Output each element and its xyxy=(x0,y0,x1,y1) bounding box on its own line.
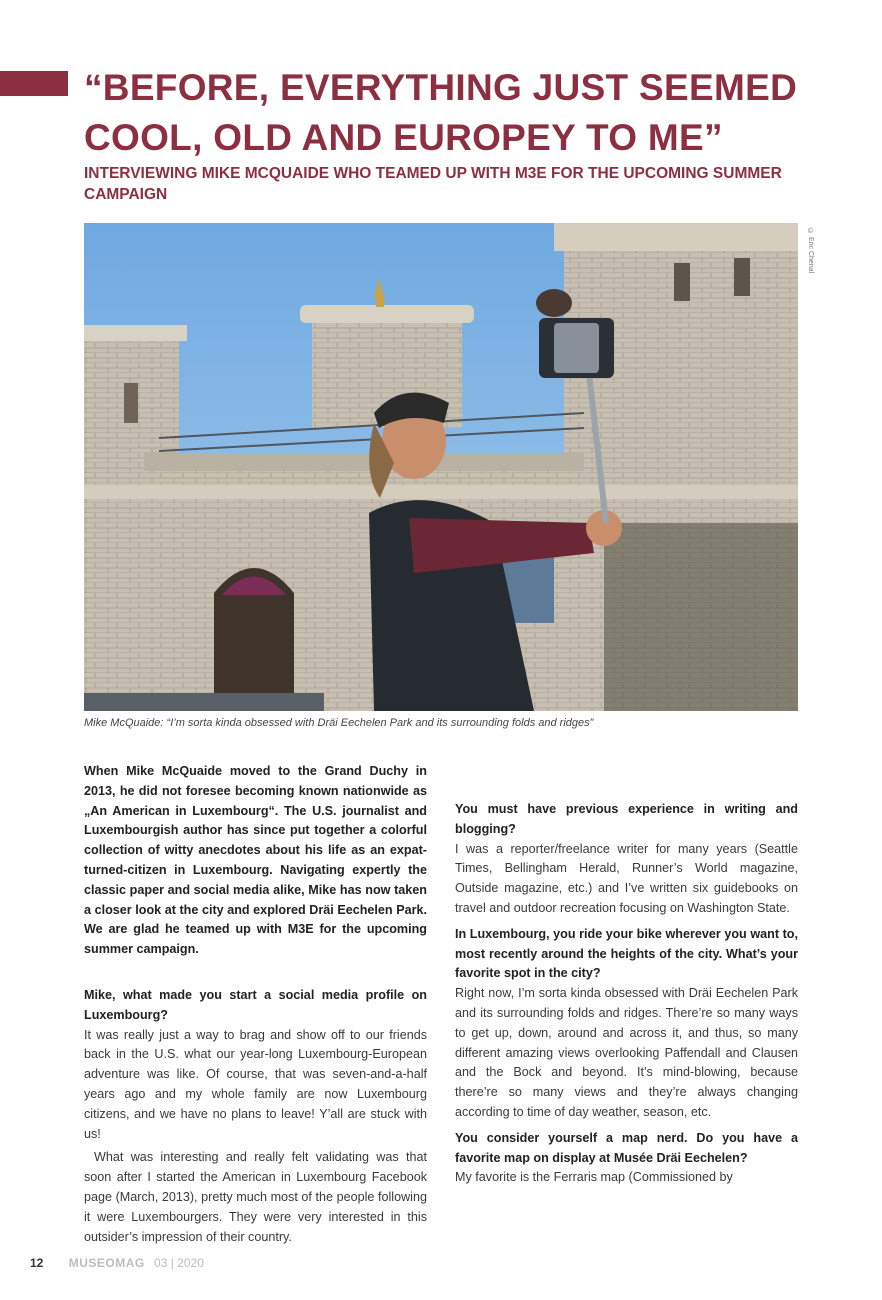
article-headline: “BEFORE, EVERYTHING JUST SEEMED COOL, OLD AND EUROPEY TO ME” xyxy=(84,67,798,158)
issue-number: 03 | 2020 xyxy=(154,1256,204,1270)
question-4: You consider yourself a map nerd. Do you have a favorite map on display at Musée Dräi Eechelen? xyxy=(455,1130,798,1165)
question-1: Mike, what made you start a social media profile on Luxembourg? xyxy=(84,987,427,1022)
answer-3: Right now, I’m sorta kinda obsessed with Dräi Eechelen Park and its surrounding folds and ridges. There’re so many ways to get up, down, around and across it, and thus, so many different amazing views overlooking Paffendall and Clausen and the Bock and beyond. It’s mind-blowing, because there’re so many views and they’re always changing according to time of day weather, season, etc. xyxy=(455,986,798,1119)
photo-credit: © Eric Chenal xyxy=(807,228,814,274)
magazine-name: MUSEOMAG xyxy=(68,1256,145,1270)
question-3: In Luxembourg, you ride your bike wherever you want to, most recently around the heights of the city. What’s your favorite spot in the city? xyxy=(455,926,798,981)
answer-1: It was really just a way to brag and show off to our friends back in the U.S. what our year-long Luxembourg-European adventure was like. Of course, that was seven-and-a-half years ago and my whole family are now Luxembourg citizens, and we have no plans to leave! Y’all are stuck with us! xyxy=(84,1027,427,1141)
answer-1-continued: What was interesting and really felt validating was that soon after I started the American in Luxembourg Facebook page (March, 2013), pretty much most of the people following it were Luxembourgers. They were very interested in this outsider’s impression of their country. xyxy=(84,1150,427,1244)
accent-bar xyxy=(0,71,68,96)
article-photo xyxy=(84,223,798,711)
answer-4: My favorite is the Ferraris map (Commissioned by xyxy=(455,1170,733,1185)
answer-2: I was a reporter/freelance writer for many years (Seattle Times, Bellingham Herald, Runner’s World magazine, Outside magazine, etc.) and I’ve written six guidebooks on travel and outdoor recreation focusing on Washington State. xyxy=(455,841,798,915)
page-number: 12 xyxy=(30,1256,44,1270)
question-2: You must have previous experience in writing and blogging? xyxy=(455,802,798,836)
article-lead: When Mike McQuaide moved to the Grand Duchy in 2013, he did not foresee becoming known nationwide as „An American in Luxembourg“. The U.S. journalist and Luxembourgish author has since put together a colorful collection of witty anecdotes about his life as an expat-turned-citizen in Luxembourg. Navigating expertly the classic paper and social media alike, Mike has now taken a closer look at the city and explored Dräi Eechelen Park. We are glad he teamed up with M3E for the upcoming summer campaign. xyxy=(84,764,427,957)
column-left xyxy=(84,762,427,1247)
article-subheadline: INTERVIEWING MIKE MCQUAIDE WHO TEAMED UP WITH M3E FOR THE UPCOMING SUMMER CAMPAIGN xyxy=(84,165,782,203)
page-footer xyxy=(30,1256,204,1270)
photo-caption: Mike McQuaide: “I’m sorta kinda obsessed with Dräi Eechelen Park and its surrounding folds and ridges” xyxy=(84,717,594,729)
column-right-text xyxy=(455,762,798,1188)
